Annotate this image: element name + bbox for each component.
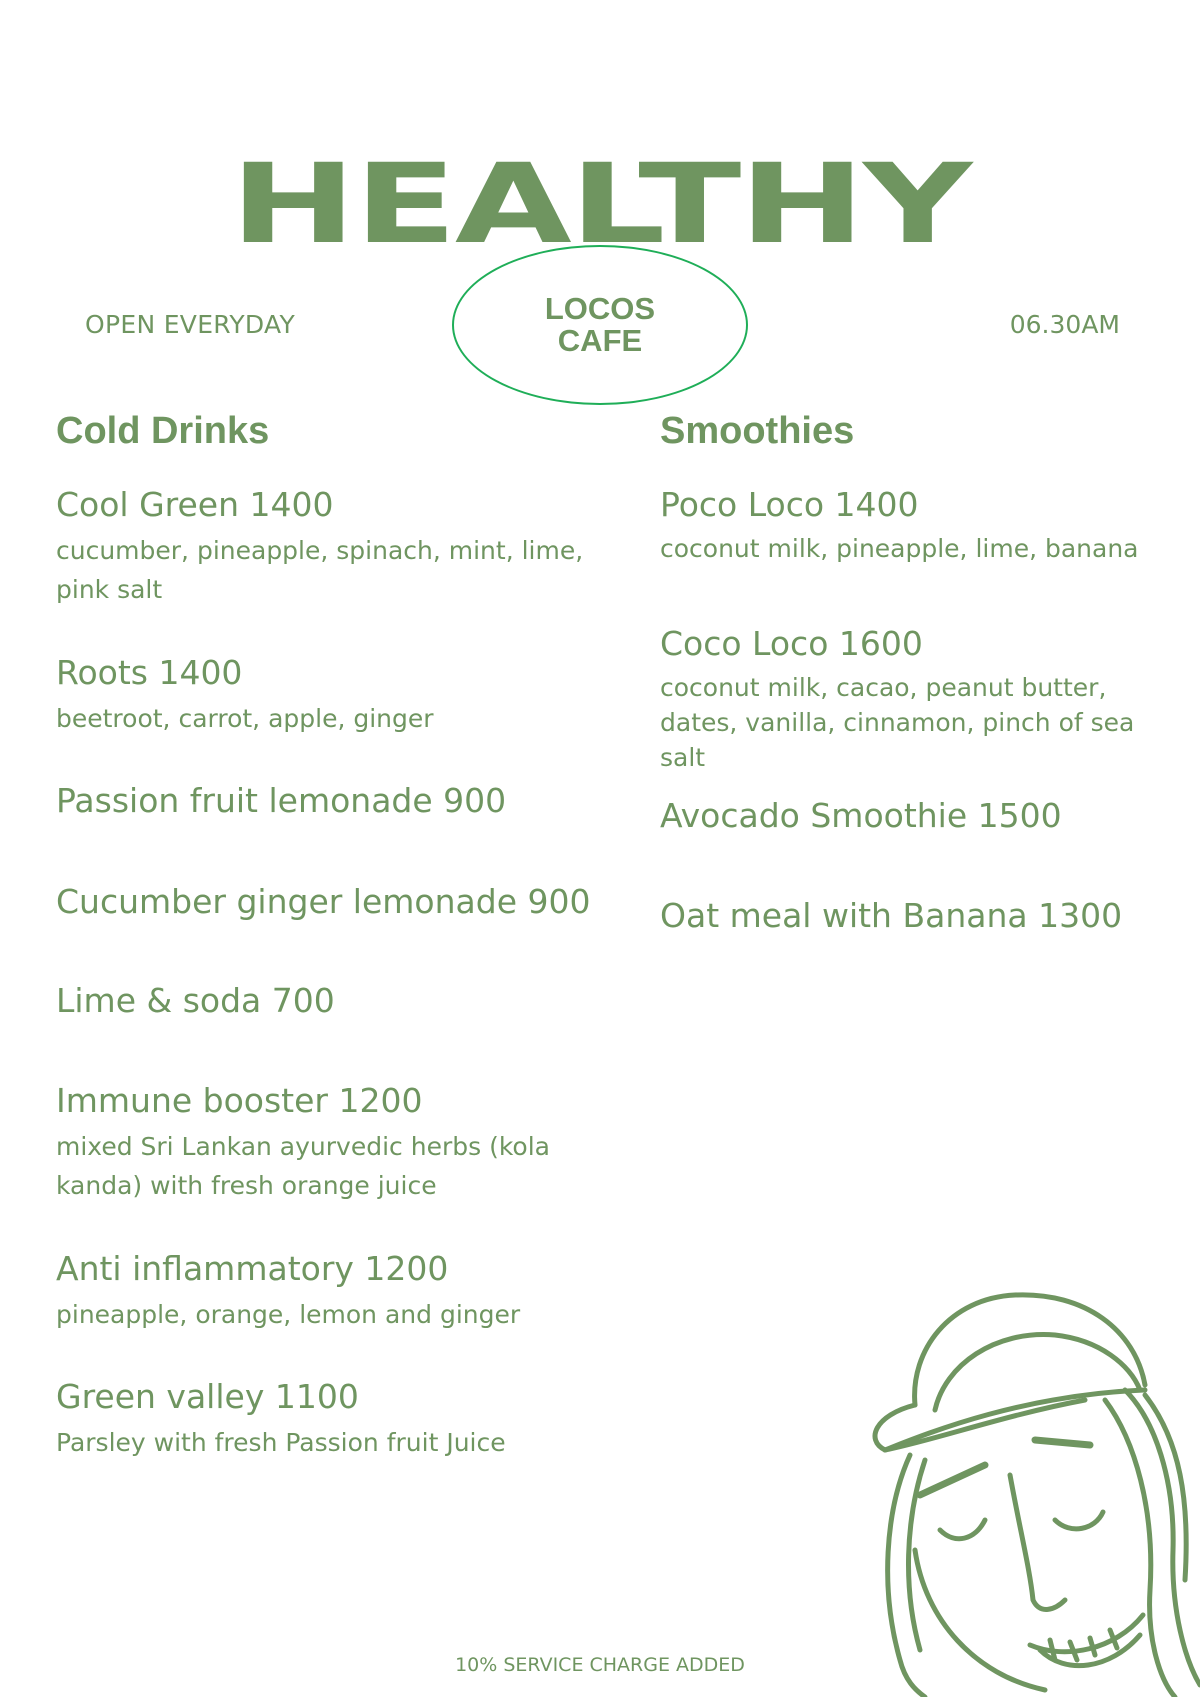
menu-item: [56, 781, 636, 821]
section-title-smoothies: Smoothies: [660, 410, 855, 452]
opening-days: OPEN EVERYDAY: [85, 310, 296, 339]
menu-item-name: Cool Green 1400: [56, 485, 334, 524]
menu-item: [56, 485, 636, 609]
cafe-name-line2: CAFE: [557, 323, 643, 358]
menu-item: [660, 796, 1180, 836]
menu-item-name: Roots 1400: [56, 653, 243, 692]
menu-item-name: Oat meal with Banana 1300: [660, 896, 1123, 935]
cafe-logo-oval: [452, 245, 748, 405]
menu-item: [660, 624, 1180, 775]
menu-item-description: beetroot, carrot, apple, ginger: [56, 704, 434, 733]
menu-item: [56, 1249, 636, 1334]
menu-item: [56, 981, 636, 1021]
menu-item-description: cucumber, pineapple, spinach, mint, lime, pink salt: [56, 536, 584, 604]
menu-item-name: Poco Loco 1400: [660, 485, 919, 524]
menu-item-name: Passion fruit lemonade 900: [56, 781, 507, 820]
menu-item-name: Avocado Smoothie 1500: [660, 796, 1062, 835]
menu-item: [56, 1377, 636, 1462]
opening-time: 06.30AM: [1009, 310, 1120, 339]
menu-item: [56, 882, 636, 922]
banner-title: HEALTHY: [229, 140, 971, 269]
menu-item-name: Anti inflammatory 1200: [56, 1249, 449, 1288]
menu-item-description: mixed Sri Lankan ayurvedic herbs (kola kanda) with fresh orange juice: [56, 1132, 550, 1200]
menu-item-name: Cucumber ginger lemonade 900: [56, 882, 591, 921]
menu-item-name: Coco Loco 1600: [660, 624, 923, 663]
menu-item: [56, 1081, 636, 1205]
smiling-face-illustration-icon: [855, 1290, 1200, 1697]
menu-item-description: pineapple, orange, lemon and ginger: [56, 1300, 521, 1329]
menu-item: [660, 896, 1180, 936]
menu-item: [56, 653, 636, 738]
service-charge-note: 10% SERVICE CHARGE ADDED: [455, 1654, 745, 1676]
cold-drinks-section: [56, 410, 636, 1457]
cafe-name-line1: LOCOS: [544, 291, 656, 326]
section-title-cold-drinks: Cold Drinks: [56, 410, 270, 452]
menu-item-description: coconut milk, cacao, peanut butter, dates, vanilla, cinnamon, pinch of sea salt: [660, 673, 1135, 772]
menu-item-name: Immune booster 1200: [56, 1081, 423, 1120]
menu-item: [660, 485, 1180, 566]
smoothies-section: [660, 410, 1180, 935]
menu-item-name: Lime & soda 700: [56, 981, 335, 1020]
menu-item-description: coconut milk, pineapple, lime, banana: [660, 534, 1139, 563]
menu-item-description: Parsley with fresh Passion fruit Juice: [56, 1428, 506, 1457]
menu-item-name: Green valley 1100: [56, 1377, 359, 1416]
